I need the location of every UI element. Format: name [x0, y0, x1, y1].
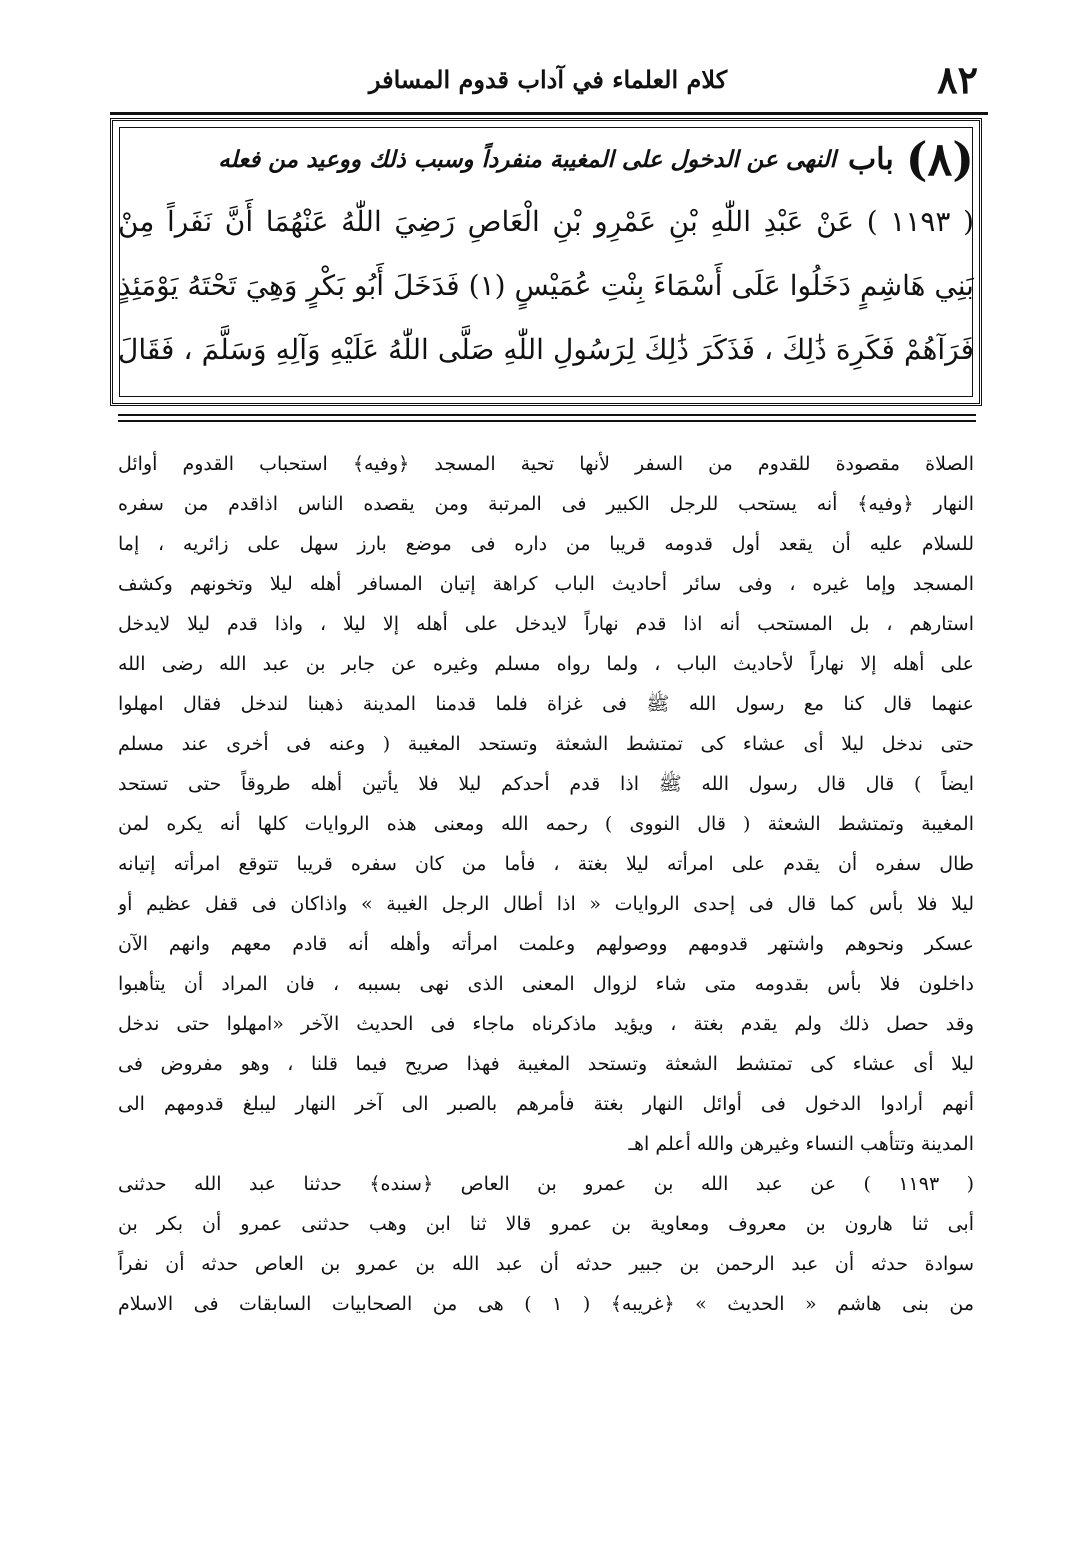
commentary-line: وقد حصل ذلك ولم يقدم بغتة ، ويؤيد ماذكرناه ماجاء فى الحديث الآخر «امهلوا حتى ندخل — [118, 1013, 974, 1035]
sanad-line: ( ١١٩٣ ) عن عبد الله بن عمرو بن العاص ﴿سنده﴾ حدثنا عبد الله حدثنى — [118, 1173, 974, 1195]
chapter-label: باب — [848, 141, 894, 177]
commentary-line: أنهم أرادوا الدخول فى أوائل النهار بغتة فأمرهم بالصبر الى آخر النهار ليبلغ قدومهم الى — [118, 1093, 974, 1115]
commentary-line: عسكر ونحوهم واشتهر قدومهم ووصولهم وعلمت امرأته وأهله أنه قادم معهم وانهم الآن — [118, 933, 974, 955]
header-rule — [110, 112, 988, 115]
section-divider — [118, 414, 976, 416]
commentary-line: المغيبة وتمتشط الشعثة ( قال النووى ) رحمه الله ومعنى هذه الروايات كلها أنه يكره لمن — [118, 813, 974, 835]
commentary-line: النهار ﴿وفيه﴾ أنه يستحب للرجل الكبير فى المرتبة ومن يقصده الناس اذاقدم من سفره — [118, 493, 974, 515]
sanad-line: سوادة حدثه أن عبد الرحمن بن جبير حدثه أن عبد الله بن عمرو بن العاص حدثه أن نفراً — [118, 1253, 974, 1275]
commentary-line: الصلاة مقصودة للقدوم من السفر لأنها تحية المسجد ﴿وفيه﴾ استحباب القدوم أوائل — [118, 453, 974, 475]
chapter-number: (٨) — [905, 132, 974, 186]
chapter-title: النهى عن الدخول على المغيبة منفرداً وسبب ذلك ووعيد من فعله — [218, 145, 837, 173]
commentary-line: عنهما قال كنا مع رسول الله ﷺ فى غزاة فلما قدمنا المدينة ذهبنا لندخل فقال امهلوا — [118, 693, 974, 715]
commentary-line: استارهم ، بل المستحب أنه اذا قدم نهاراً لايدخل على أهله إلا ليلا ، واذا قدم ليلا لايدخل — [118, 613, 974, 635]
commentary-line: طال سفره أن يقدم على امرأته ليلا بغتة ، فأما من كان سفره قريبا تتوقع امرأته إتيانه — [118, 853, 974, 875]
commentary-block — [118, 444, 974, 1324]
hadith-text-block — [118, 128, 974, 382]
commentary-line: المسجد وإما غيره ، وفى سائر أحاديث الباب كراهة إتيان المسافر أهله ليلا وتخونهم وكشف — [118, 573, 974, 595]
hadith-line: ( ١١٩٣ ) عَنْ عَبْدِ اللّٰهِ بْنِ عَمْرِو بْنِ الْعَاصِ رَضِيَ اللّٰهُ عَنْهُمَا أَنَّ نَفَراً مِنْ — [118, 205, 974, 238]
commentary-line: ليلا أى عشاء كى تمتشط الشعثة وتستحد المغيبة فهذا صريح فيما قلنا ، وهو مفروض فى — [118, 1053, 974, 1075]
commentary-line: المدينة وتتأهب النساء وغيرهن والله أعلم اهـ — [628, 1133, 974, 1155]
commentary-line: ايضاً ) قال قال رسول الله ﷺ اذا قدم أحدكم ليلا فلا يأتين أهله طروقاً حتى تستحد — [118, 773, 974, 795]
commentary-line: ليلا فلا بأس كما قال فى إحدى الروايات « اذا أطال الرجل الغيبة » واذاكان فى قفل عظيم أو — [118, 893, 974, 915]
footnote-line: من بنى هاشم « الحديث » ﴿غريبه﴾ ( ١ ) هى من الصحابيات السابقات فى الاسلام — [118, 1293, 974, 1315]
section-divider — [118, 420, 976, 422]
hadith-line: فَرَآهُمْ فَكَرِهَ ذَٰلِكَ ، فَذَكَرَ ذَٰلِكَ لِرَسُولِ اللّٰهِ صَلَّى اللّٰهُ عَلَيْهِ وَآلِهِ وَسَلَّمَ ، فَقَالَ — [118, 333, 974, 366]
commentary-line: للسلام عليه أن يقعد أول قدومه قريبا من داره فى موضع بارز سهل على زائريه ، إما — [118, 533, 974, 555]
commentary-line: حتى ندخل ليلا أى عشاء كى تمتشط الشعثة وتستحد المغيبة ( وعنه فى أخرى عند مسلم — [118, 733, 974, 755]
sanad-line: أبى ثنا هارون بن معروف ومعاوية بن عمرو قالا ثنا ابن وهب حدثنى عمرو أن بكر بن — [118, 1213, 974, 1235]
commentary-line: على أهله إلا نهاراً لأحاديث الباب ، ولما رواه مسلم وغيره عن جابر بن عبد الله رضى الله — [118, 653, 974, 675]
commentary-line: داخلون فلا بأس بقدومه متى شاء لزوال المعنى الذى نهى بسببه ، فان المراد أن يتأهبوا — [118, 973, 974, 995]
running-title: كلام العلماء في آداب قدوم المسافر — [368, 65, 728, 94]
page-header — [118, 54, 978, 106]
hadith-line: بَنِي هَاشِمٍ دَخَلُوا عَلَى أَسْمَاءَ بِنْتِ عُمَيْسٍ (١) فَدَخَلَ أَبُو بَكْرٍ وَهِيَ تَحْتَهُ يَوْمَئِذٍ — [118, 269, 974, 302]
page-number: ٨٢ — [937, 57, 978, 102]
chapter-heading — [118, 128, 974, 190]
